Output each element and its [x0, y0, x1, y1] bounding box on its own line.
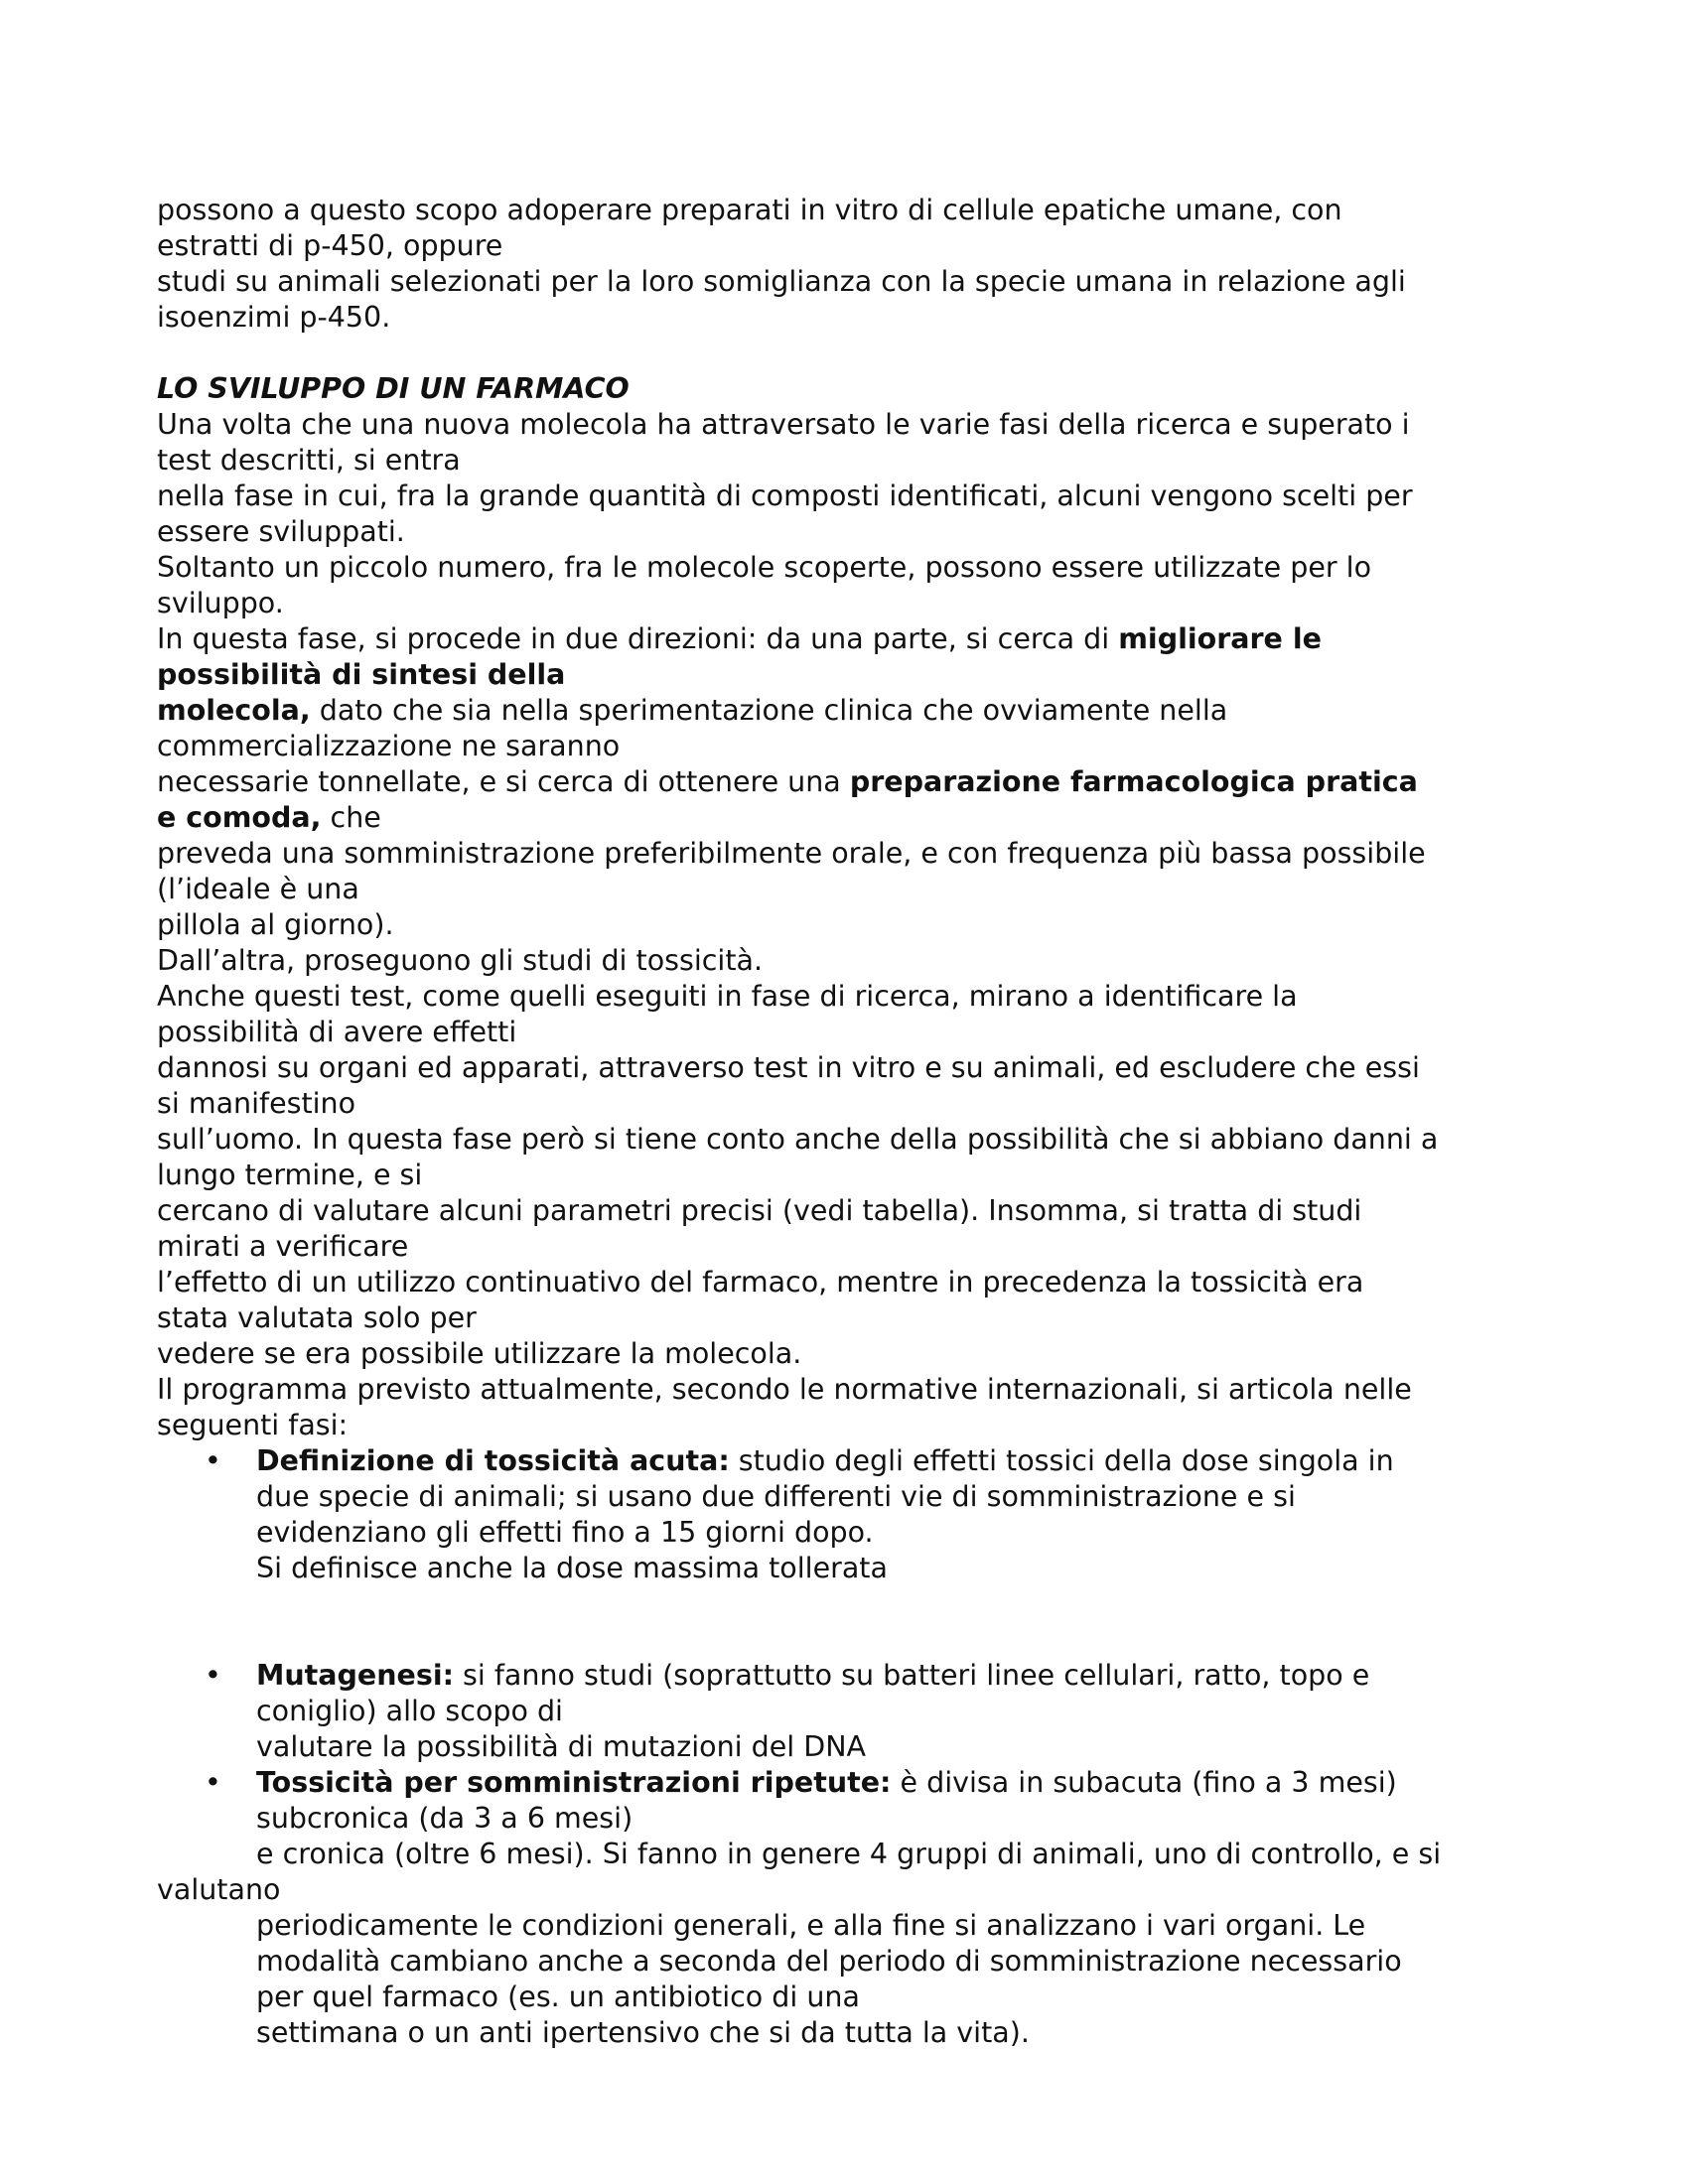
bullet-title: Tossicità per somministrazioni ripetute: — [256, 1766, 892, 1799]
text-line: e cronica (oltre 6 mesi). Si fanno in genere 4 gruppi di animali, uno di controllo, e si — [256, 1838, 1442, 1870]
text-line: studi su animali selezionati per la loro somiglianza con la specie umana in relazione agli — [157, 265, 1406, 298]
bullet-icon: • — [205, 1659, 221, 1692]
text-line: Si definisce anche la dose massima tollerata — [256, 1552, 888, 1584]
text-line: lungo termine, e si — [157, 1159, 423, 1191]
text-span: In questa fase, si procede in due direzioni: da una parte, si cerca di — [157, 622, 1119, 655]
text-line: commercializzazione ne saranno — [157, 730, 621, 762]
text-line: seguenti fasi: — [157, 1409, 349, 1441]
text-line — [157, 693, 1542, 729]
intro-paragraph — [157, 193, 1542, 336]
text-span: si fanno studi (soprattutto su batteri linee cellulari, ratto, topo e — [454, 1659, 1370, 1692]
text-line: possibilità di sintesi della — [157, 658, 566, 691]
spacer — [157, 1586, 1542, 1622]
list-item — [157, 1658, 1542, 1694]
bullet-icon: • — [205, 1766, 221, 1799]
text-line — [157, 621, 1542, 657]
text-line: due specie di animali; si usano due differenti vie di somministrazione e si — [256, 1480, 1296, 1513]
text-line: vedere se era possibile utilizzare la molecola. — [157, 1337, 802, 1370]
text-line — [157, 800, 1542, 836]
text-line: essere sviluppati. — [157, 515, 405, 548]
bold-span: e comoda, — [157, 801, 322, 834]
text-line: si manifestino — [157, 1087, 356, 1120]
text-line: valutano — [157, 1873, 281, 1906]
text-line: sull’uomo. In questa fase però si tiene conto anche della possibilità che si abbiano danni a — [157, 1123, 1439, 1156]
text-span: dato che sia nella sperimentazione clinica che ovviamente nella — [310, 694, 1228, 727]
bullet-title: Mutagenesi: — [256, 1659, 454, 1692]
list-item — [157, 1765, 1542, 1801]
text-span: è divisa in subacuta (fino a 3 mesi) — [891, 1766, 1397, 1799]
text-line: possibilità di avere effetti — [157, 1016, 517, 1048]
body-text — [157, 407, 1542, 1443]
text-line: test descritti, si entra — [157, 444, 461, 477]
text-line: modalità cambiano anche a seconda del periodo di somministrazione necessario — [256, 1945, 1402, 1978]
text-line: Il programma previsto attualmente, secondo le normative internazionali, si articola nelle — [157, 1373, 1412, 1406]
text-line: estratti di p-450, oppure — [157, 229, 503, 262]
text-line: nella fase in cui, fra la grande quantità di composti identificati, alcuni vengono scelti per — [157, 479, 1413, 512]
text-line: Soltanto un piccolo numero, fra le molecole scoperte, possono essere utilizzate per lo — [157, 551, 1372, 584]
text-line: (l’ideale è una — [157, 873, 359, 905]
text-line: settimana o un anti ipertensivo che si da tutta la vita). — [256, 2016, 1030, 2049]
text-line: pillola al giorno). — [157, 908, 394, 941]
section-heading: LO SVILUPPO DI UN FARMACO — [157, 372, 630, 405]
text-line: sviluppo. — [157, 587, 284, 619]
text-line: stata valutata solo per — [157, 1301, 477, 1334]
text-line: evidenziano gli effetti fino a 15 giorni dopo. — [256, 1516, 874, 1549]
text-line: isoenzimi p-450. — [157, 301, 391, 334]
document-page — [157, 193, 1542, 2051]
text-line: cercano di valutare alcuni parametri precisi (vedi tabella). Insomma, si tratta di studi — [157, 1194, 1362, 1227]
bold-span: preparazione farmacologica pratica — [849, 765, 1418, 798]
text-line: Anche questi test, come quelli eseguiti in fase di ricerca, mirano a identificare la — [157, 980, 1298, 1013]
bullet-list — [157, 1443, 1542, 2051]
text-line: mirati a verificare — [157, 1230, 409, 1263]
text-line: Dall’altra, proseguono gli studi di tossicità. — [157, 944, 764, 977]
text-line: l’effetto di un utilizzo continuativo del farmaco, mentre in precedenza la tossicità era — [157, 1266, 1364, 1298]
text-line: preveda una somministrazione preferibilmente orale, e con frequenza più bassa possibile — [157, 837, 1426, 870]
text-line — [157, 764, 1542, 800]
bullet-title: Definizione di tossicità acuta: — [256, 1444, 730, 1477]
spacer — [157, 336, 1542, 371]
list-item — [157, 1443, 1542, 1479]
bold-span: migliorare le — [1118, 622, 1322, 655]
text-span: necessarie tonnellate, e si cerca di ottenere una — [157, 765, 850, 798]
text-line: subcronica (da 3 a 6 mesi) — [256, 1802, 633, 1835]
text-span: studio degli effetti tossici della dose singola in — [729, 1444, 1394, 1477]
text-line: valutare la possibilità di mutazioni del DNA — [256, 1730, 867, 1763]
text-span: che — [321, 801, 381, 834]
spacer — [157, 1622, 1542, 1658]
text-line: periodicamente le condizioni generali, e alla fine si analizzano i vari organi. Le — [256, 1909, 1366, 1942]
bold-span: molecola, — [157, 694, 311, 727]
text-line: dannosi su organi ed apparati, attraverso test in vitro e su animali, ed escludere che essi — [157, 1051, 1420, 1084]
text-line: possono a questo scopo adoperare preparati in vitro di cellule epatiche umane, con — [157, 194, 1342, 226]
text-line: coniglio) allo scopo di — [256, 1695, 563, 1727]
text-line: Una volta che una nuova molecola ha attraversato le varie fasi della ricerca e superato i — [157, 408, 1410, 441]
bullet-icon: • — [205, 1444, 221, 1477]
text-line: per quel farmaco (es. un antibiotico di una — [256, 1980, 860, 2013]
